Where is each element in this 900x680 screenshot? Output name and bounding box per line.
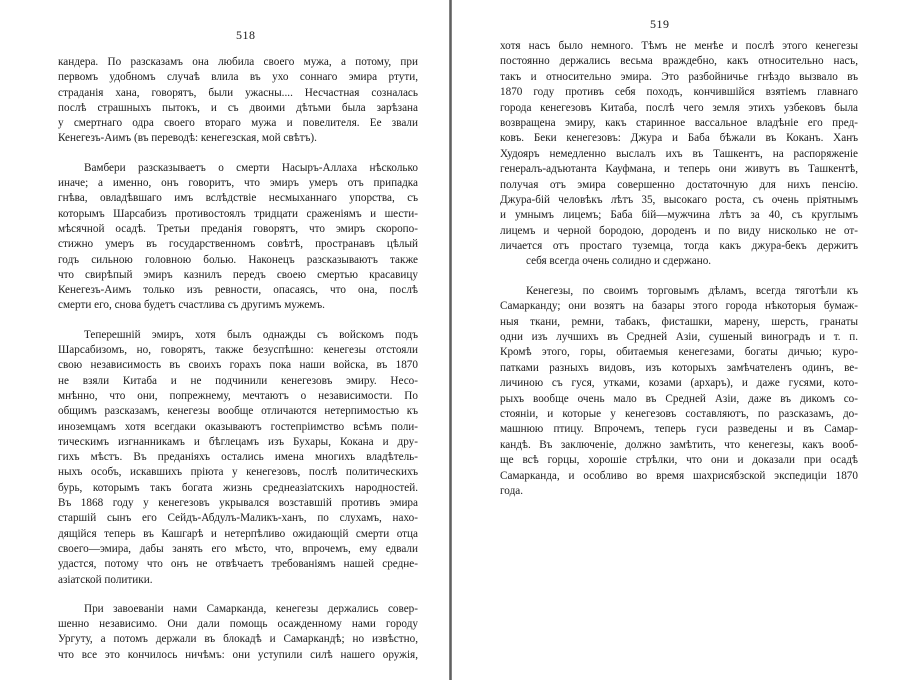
text-line: дящійся теперь въ Кашгарѣ и нетерпѣливо ожидающій смерти отца <box>58 527 418 540</box>
text-line: Вамбери разсказываетъ о смерти Насыръ-Аллаха нѣсколько <box>84 161 418 174</box>
text-line: 1870 году противъ себя походъ, кончившійся взятіемъ главнаго <box>500 86 858 99</box>
text-line: мѣсячной осадѣ. Третьи преданія говорятъ, что эмиръ скоропо- <box>58 222 418 235</box>
page-body <box>500 39 858 499</box>
text-line: стояніи, и которые у кенегезовъ составляютъ, по разсказамъ, до- <box>500 407 858 420</box>
text-line: лицемъ и черной бородою, дороденъ и по виду нисколько не от- <box>500 224 858 237</box>
text-line: шенно независимо. Они дали помощь осажденному нами городу <box>58 618 418 631</box>
text-line: своего—эмира, дабы занять его мѣсто, что, впрочемъ, ему едвали <box>58 542 418 555</box>
text-line: города кенегезовъ Китаба, послѣ чего земля этихъ узбековъ была <box>500 101 858 114</box>
text-line: одни изъ лучшихъ въ Средней Азіи, сушеный виноградъ и т. п. <box>500 331 858 344</box>
text-line: Самарканду; они возятъ на базары этого города нѣкоторыя бумаж- <box>500 300 858 313</box>
text-line: удастся, потому что онъ не отвѣчаетъ требованіямъ нашей средне- <box>58 558 418 571</box>
text-line: мнѣнно, что они, попрежнему, мечтаютъ о независимости. По <box>58 389 418 402</box>
text-line: личается отъ простаго туземца, тогда какъ джура-бекъ держитъ <box>500 240 858 253</box>
text-line: кандѣ. Въ заключеніе, должно замѣтить, что кенегезы, какъ вооб- <box>500 438 858 451</box>
text-line: рыхъ вообще очень мало въ Средней Азіи, даже въ дикомъ со- <box>500 392 858 405</box>
text-line: Шарсабизомъ, но, говорятъ, также безуспѣшно: кенегезы отстояли <box>58 344 418 357</box>
text-line: что все это кончилось ничѣмъ: они уступили силѣ нашего оружія, <box>58 648 418 661</box>
text-line: годъ сильною головною болью. Наконецъ разсказываютъ также <box>58 253 418 266</box>
text-line: Въ 1868 году у кенегезовъ укрывался возставшій противъ эмира <box>58 497 418 510</box>
text-line: получая отъ эмира совершенно достаточную для нихъ пенсію. <box>500 178 858 191</box>
text-line: бурь, которымъ такъ богата жизнь среднеазіатскихъ народностей. <box>58 481 418 494</box>
text-line: азіатской политики. <box>58 573 153 586</box>
text-line: Кенегезъ-Аимъ только изъ ревности, опасаясь, что она, послѣ <box>58 284 418 297</box>
text-line: иноземцамъ хотя всегдаки оказываютъ гостепріимство всѣмъ поли- <box>58 420 418 433</box>
text-line: Кенегезъ-Аимъ (въ переводѣ: кенегезская, мой свѣтъ). <box>58 132 317 145</box>
text-line: ныя ткани, ремни, табакъ, фисташки, марену, шерсть, гранаты <box>500 315 858 328</box>
text-line: и умнымъ лицемъ; Баба бій—мужчина лѣтъ за 40, съ круглымъ <box>500 209 858 222</box>
text-line: Худояръ немедленно выслалъ ихъ въ Ташкентъ, на распоряженіе <box>500 147 858 160</box>
text-line: свою независимость въ своихъ горахъ пока наши войска, въ 1870 <box>58 359 418 372</box>
text-line: у смертнаго одра своего втораго мужа и повелителя. Ее звали <box>58 117 418 130</box>
page-body <box>58 55 418 663</box>
text-line: Самарканда, и особливо во время шахрисябзской экспедиціи 1870 <box>500 469 858 482</box>
text-line: старшій сынъ его Сейдъ-Абдулъ-Маликъ-ханъ, по слухамъ, нахо- <box>58 512 418 525</box>
right-page <box>452 0 900 680</box>
page-number: 518 <box>236 28 256 42</box>
text-line: личиною съ гуся, утками, козами (архаръ), и даже гусями, кото- <box>500 377 858 390</box>
text-line: первомъ удобномъ случаѣ влила въ ухо соннаго эмира ртути, <box>58 71 418 84</box>
text-line: кандера. По разсказамъ она любила своего мужа, а потому, при <box>58 56 418 68</box>
text-line: машнюю птицу. Впрочемъ, теперь гуси разведены и въ Самар- <box>500 423 858 436</box>
text-line: При завоеваніи нами Самарканда, кенегезы держались совер- <box>84 602 418 615</box>
text-line: смерти его, снова будетъ счастлива съ другимъ мужемъ. <box>58 299 325 312</box>
text-line: патками разныхъ видовъ, изъ которыхъ замѣчателенъ одинъ, ве- <box>500 361 858 374</box>
text-line: такъ и относительно эмира. Это разбойничье гнѣздо вызвало въ <box>500 70 858 83</box>
text-line: страданія хана, говорятъ, были ужасны.... Несчастная созналась <box>58 86 418 99</box>
text-line: Джура-бій человѣкъ лѣтъ 35, высокаго роста, съ очень пріятнымъ <box>500 193 858 206</box>
text-line: общимъ разсказамъ, кенегезы вообще отличаются нетерпимостью къ <box>58 405 418 418</box>
text-line: ковъ. Беки кенегезовъ: Джура и Баба бѣжали въ Коканъ. Ханъ <box>500 132 858 145</box>
text-line: гнѣва, овладѣвшаго имъ вслѣдствіе несмыханнаго упорства, съ <box>58 192 418 205</box>
text-line: хотя насъ было немного. Тѣмъ не менѣе и послѣ этого кенегезы <box>500 40 858 52</box>
text-line: не взяли Китаба и не подчинили кенегезовъ эмиру. Несо- <box>58 374 418 387</box>
text-line: Ургуту, а потомъ держали въ блокадѣ и Самаркандѣ; но извѣстно, <box>58 633 418 646</box>
text-line: Кенегезы, по своимъ торговымъ дѣламъ, всегда тяготѣли къ <box>526 284 858 297</box>
text-line: года. <box>500 484 524 497</box>
text-line: ще всѣ горцы, хорошіе стрѣлки, что они и доказали при осадѣ <box>500 454 858 467</box>
text-line: послѣ страшныхъ пытокъ, и съ двоими дѣтьми была зарѣзана <box>58 101 418 114</box>
text-line: Кромѣ этого, горы, обитаемыя кенегезами, богаты дичью; куро- <box>500 346 858 359</box>
page-number: 519 <box>650 17 670 31</box>
text-line: что свирѣпый эмиръ казнилъ передъ своею смертью красавицу <box>58 268 418 281</box>
text-line: тическимъ изгнанникамъ и бѣглецамъ изъ Бухары, Кокана и дру- <box>58 435 418 448</box>
text-line: которымъ Шарсабизъ противостоялъ тридцати сраженіямъ и шести- <box>58 207 418 220</box>
text-line: иначе; а именно, онъ говоритъ, что эмиръ умеръ отъ припадка <box>58 177 418 190</box>
text-line: Теперешній эмиръ, хотя былъ однажды съ войскомъ подъ <box>84 328 418 341</box>
text-line: гихъ мѣстъ. Въ преданіяхъ остались имена многихъ владѣтель- <box>58 451 418 464</box>
text-line: возвращена эмиру, какъ старинное вассальное владѣніе его пред- <box>500 116 858 129</box>
text-line: себя всегда очень солидно и сдержано. <box>526 255 712 268</box>
text-line: генералъ-адъютанта Кауфмана, и теперь они живутъ въ Ташкентѣ, <box>500 163 858 176</box>
text-line: стижно умеръ въ государственномъ совѣтѣ, пространавъ цѣлый <box>58 238 418 251</box>
text-line: постоянно держались весьма враждебно, какъ относительно насъ, <box>500 55 858 68</box>
text-line: ныхъ особъ, искавшихъ пріюта у кенегезовъ, послѣ политическихъ <box>58 466 418 479</box>
